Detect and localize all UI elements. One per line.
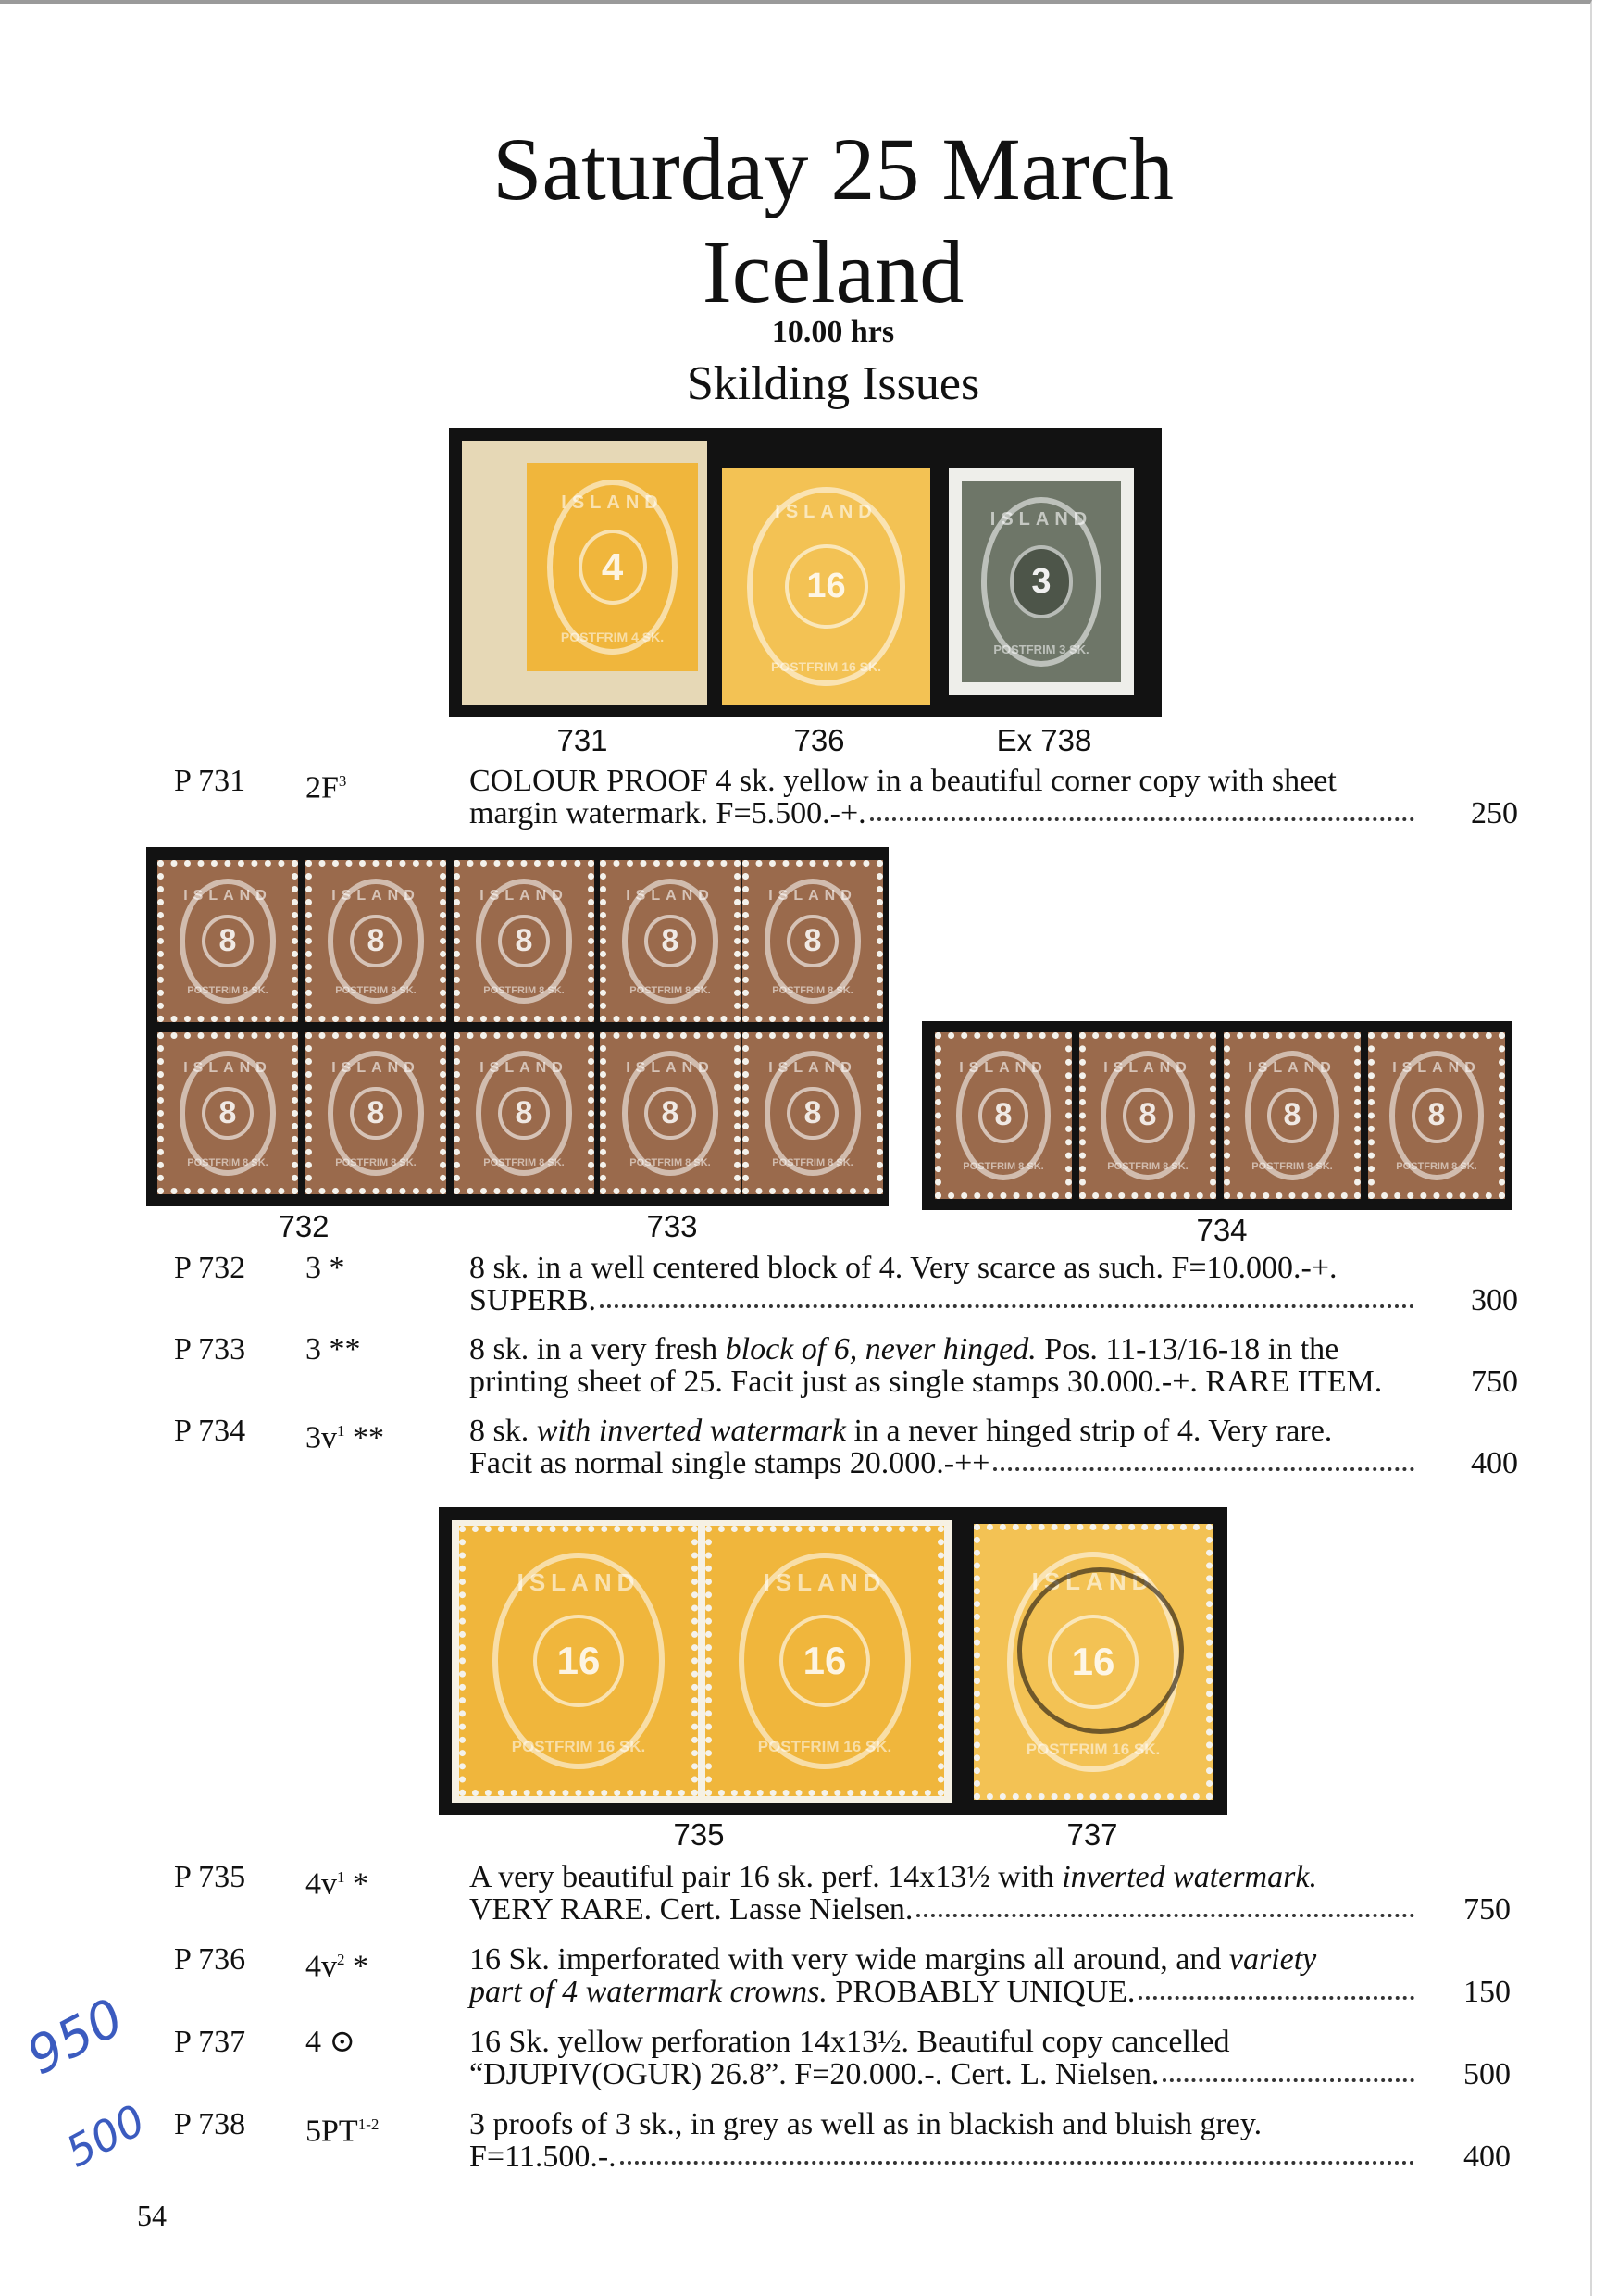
caption-731: 731 [556,723,608,757]
stamp-plate-bottom [439,1507,1227,1815]
lot-description: 8 sk. with inverted watermark in a never hinged strip of 4. Very rare. Facit as normal single stamps 20.000.-++ [469,1415,1418,1479]
catalogue-number: 5PT$^{1-2}$ [305,2114,380,2149]
lot-price: 300 [1471,1283,1518,1317]
lot-price: 250 [1471,796,1518,830]
stamp-737: ISLAND 16 POSTFRIM 16 SK. [974,1524,1213,1800]
stamp-731: ISLAND 4 POSTFRIM 4 SK. [462,441,707,705]
lot-description: 16 Sk. yellow perforation 14x13½. Beautiful copy cancelled “DJUPIV(OGUR) 26.8”. F=20.000.-. Cert. L. Nielsen. [469,2026,1418,2090]
lot-price: 150 [1463,1975,1511,2009]
lot-description: COLOUR PROOF 4 sk. yellow in a beautiful corner copy with sheet margin watermark. F=5.500.-+. [469,765,1418,830]
lot-description: 3 proofs of 3 sk., in grey as well as in blackish and bluish grey. F=11.500.-. [469,2108,1418,2173]
lot-number: P 736 [174,1942,246,1977]
caption-735: 735 [673,1817,725,1852]
lot-description: 8 sk. in a well centered block of 4. Very scarce as such. F=10.000.-+. SUPERB. [469,1252,1418,1316]
lot-number: P 735 [174,1860,246,1894]
catalogue-number: $3v^1$ ** [305,1420,384,1455]
handwritten-note-950: 950 [17,1987,133,2088]
session-time: 10.00 hrs [771,315,895,349]
stamp-736: ISLAND 16 POSTFRIM 16 SK. [722,468,930,705]
country-title: Iceland [702,222,965,321]
stamp-8sk: ISLAND 8 POSTFRIM 8 SK. [454,860,594,1022]
lot-price: 500 [1463,2057,1511,2091]
stamp-plate-middle-right [922,1021,1512,1210]
stamp-pair-735: ISLAND 16 POSTFRIM 16 SK. ISLAND 16 POSTFRIM 16 SK. [452,1520,952,1803]
caption-737: 737 [1066,1817,1118,1852]
stamp-8sk: ISLAND 8 POSTFRIM 8 SK. [600,860,741,1022]
lot-number: P 737 [174,2025,246,2059]
lot-number: P 731 [174,764,246,798]
lot-price: 400 [1471,1446,1518,1480]
stamp-8sk: ISLAND 8 POSTFRIM 8 SK. [1079,1032,1216,1199]
lot-number: P 733 [174,1332,246,1366]
stamp-8sk: ISLAND 8 POSTFRIM 8 SK. [454,1032,594,1194]
stamp-8sk: ISLAND 8 POSTFRIM 8 SK. [742,860,883,1022]
caption-733: 733 [646,1209,698,1243]
stamp-8sk: ISLAND 8 POSTFRIM 8 SK. [600,1032,741,1194]
lot-number: P 738 [174,2107,246,2141]
caption-732: 732 [278,1209,330,1243]
lot-number: P 732 [174,1251,246,1285]
caption-736: 736 [793,723,845,757]
postmark-cancel [1017,1567,1184,1734]
lot-description: 8 sk. in a very fresh block of 6, never hinged. Pos. 11-13/16-18 in the printing sheet of 25. Facit just as single stamps 30.000.-+. RARE ITEM. [469,1332,1383,1399]
catalogue-number: $4v^2$ * [305,1949,368,1984]
lot-price: 400 [1463,2140,1511,2174]
stamp-8sk: ISLAND 8 POSTFRIM 8 SK. [742,1032,883,1194]
catalogue-number: 3 ** [305,1332,361,1366]
lot-price: 750 [1463,1892,1511,1927]
catalogue-number: $4v^1$ * [305,1866,368,1902]
stamp-8sk: ISLAND 8 POSTFRIM 8 SK. [157,1032,298,1194]
stamp-8sk: ISLAND 8 POSTFRIM 8 SK. [305,860,446,1022]
page-number: 54 [137,2199,167,2232]
stamp-8sk: ISLAND 8 POSTFRIM 8 SK. [1368,1032,1505,1199]
section-title: Skilding Issues [686,357,980,410]
catalogue-number: 4 ⊙ [305,2025,355,2059]
lot-number: P 734 [174,1414,246,1448]
stamp-8sk: ISLAND 8 POSTFRIM 8 SK. [305,1032,446,1194]
handwritten-note-500: 500 [57,2094,154,2177]
date-title: Saturday 25 March [492,119,1174,218]
stamp-8sk: ISLAND 8 POSTFRIM 8 SK. [935,1032,1072,1199]
stamp-8sk: ISLAND 8 POSTFRIM 8 SK. [1224,1032,1361,1199]
lot-description: A very beautiful pair 16 sk. perf. 14x13½ with inverted watermark. VERY RARE. Cert. Lasse Nielsen. [469,1861,1418,1926]
stamp-plate-top [449,428,1162,717]
catalogue-number: 3 * [305,1251,345,1285]
lot-price: 750 [1471,1365,1518,1399]
catalogue-number: $2F^3$ [305,770,347,805]
lot-description: 16 Sk. imperforated with very wide margins all around, and variety part of 4 watermark crowns. PROBABLY UNIQUE. [469,1943,1418,2008]
caption-738: Ex 738 [996,723,1092,757]
caption-734: 734 [1196,1213,1248,1247]
stamp-738: ISLAND 3 POSTFRIM 3 SK. [949,468,1134,695]
stamp-8sk: ISLAND 8 POSTFRIM 8 SK. [157,860,298,1022]
stamp-plate-middle-left [146,847,889,1206]
